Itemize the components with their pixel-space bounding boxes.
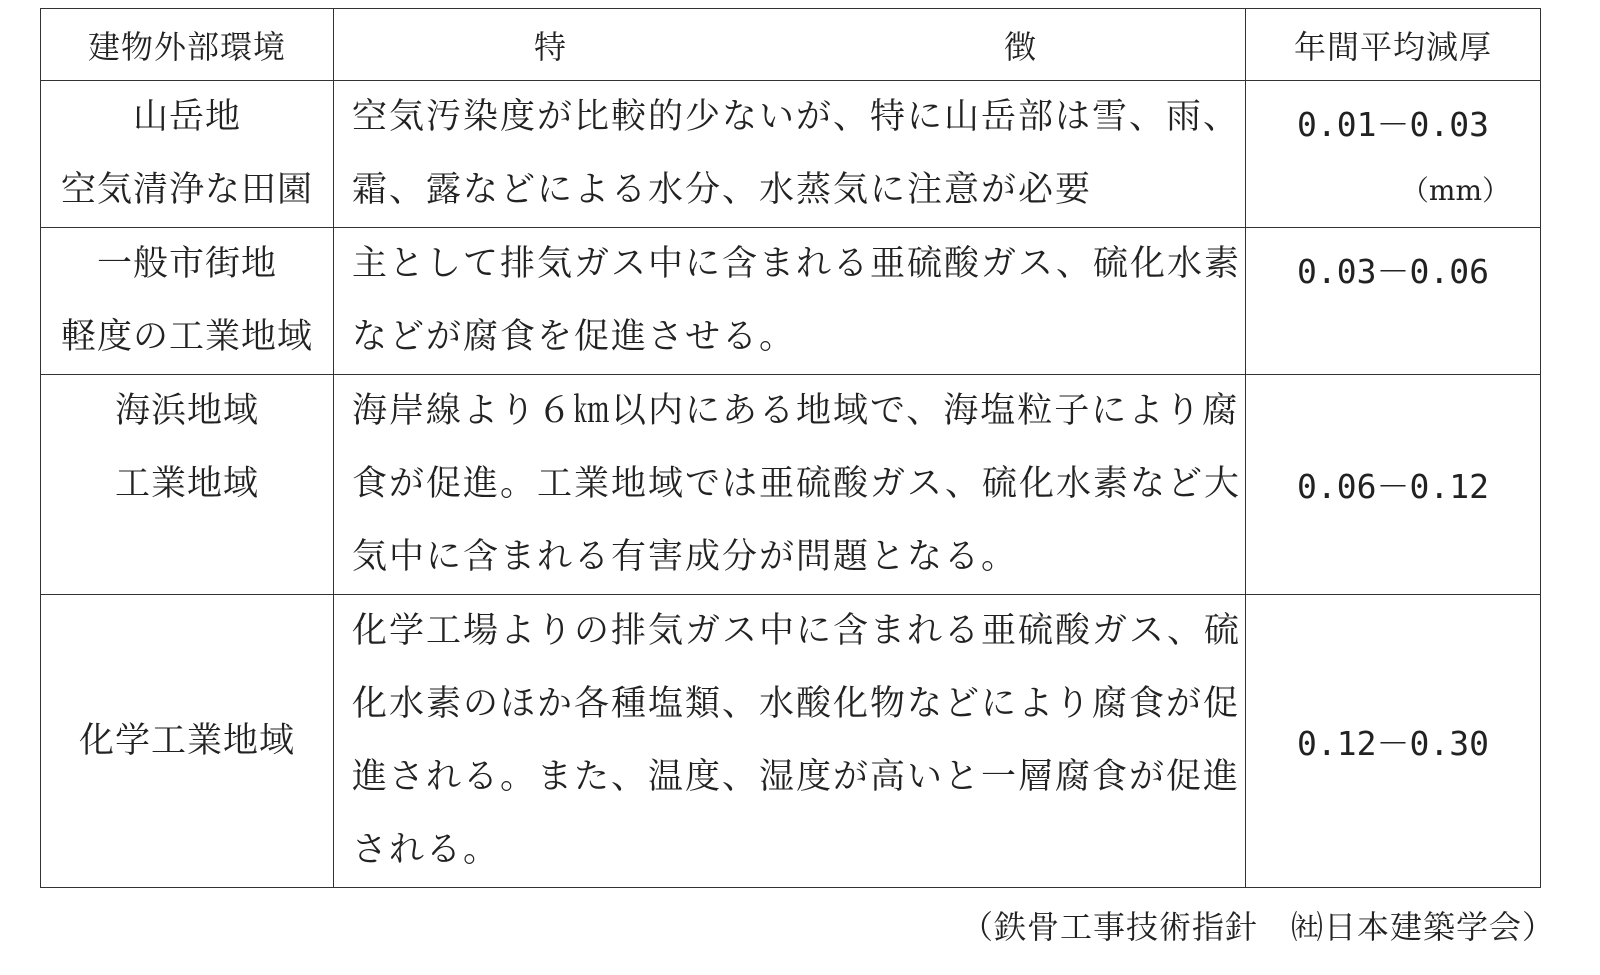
table-row [41,228,1541,375]
header-features [334,9,1246,81]
header-environment: 建物外部環境 [41,9,334,81]
header-annual-loss: 年間平均減厚 [1246,9,1541,81]
environment-cell [41,375,334,595]
table-row [41,595,1541,888]
environment-line: 工業地域 [114,464,259,504]
description-line: 進される。また、温度、湿度が高いと一層腐食が促進 [352,757,1241,797]
description-line: 気中に含まれる有害成分が問題となる。 [352,537,1019,577]
description-line: 化学工場よりの排気ガス中に含まれる亜硫酸ガス、硫 [352,611,1242,651]
table-row [41,375,1541,595]
environment-line: 軽度の工業地域 [60,317,313,357]
description-line: 海岸線より６㎞以内にある地域で、海塩粒子により腐 [352,391,1240,431]
header-feature-char1: 特 [534,27,568,66]
description-line: 化水素のほか各種塩類、水酸化物などにより腐食が促 [352,684,1241,724]
table-row [41,81,1541,228]
environment-line: 化学工業地域 [78,720,295,761]
description-line: 食が促進。工業地域では亜硫酸ガス、硫化水素など大 [352,464,1242,504]
value-cell [1246,81,1541,228]
description-line: 主として排気ガス中に含まれる亜硫酸ガス、硫化水素 [352,244,1242,284]
description-cell [334,228,1246,375]
environment-line: 山岳地 [132,97,241,137]
description-cell [334,595,1246,888]
environment-line: 海浜地域 [114,391,259,431]
description-line: 霜、露などによる水分、水蒸気に注意が必要 [352,170,1093,210]
annual-loss-value: 0.03－0.06 [1297,252,1489,291]
annual-loss-value: 0.01－0.03 [1297,105,1489,144]
description-line: などが腐食を促進させる。 [352,317,797,357]
corrosion-table [40,8,1541,888]
value-cell [1246,595,1541,888]
description-line: される。 [352,830,501,870]
annual-loss-value: 0.12－0.30 [1297,723,1489,763]
environment-cell [41,595,334,888]
environment-cell [41,228,334,375]
description-line: 空気汚染度が比較的少ないが、特に山岳部は雪、雨、 [352,97,1241,137]
value-cell [1246,375,1541,595]
environment-cell [41,81,334,228]
description-cell [334,81,1246,228]
unit-label: （mm） [1400,174,1510,207]
description-cell [334,375,1246,595]
annual-loss-value: 0.06－0.12 [1297,467,1489,506]
environment-line: 空気清浄な田園 [60,170,313,210]
header-feature-char2: 徴 [1004,27,1038,66]
source-citation: （鉄骨工事技術指針 ㈳日本建築学会） [960,908,1555,946]
value-cell [1246,228,1541,375]
environment-line: 一般市街地 [96,244,277,284]
table-header-row [41,9,1541,81]
